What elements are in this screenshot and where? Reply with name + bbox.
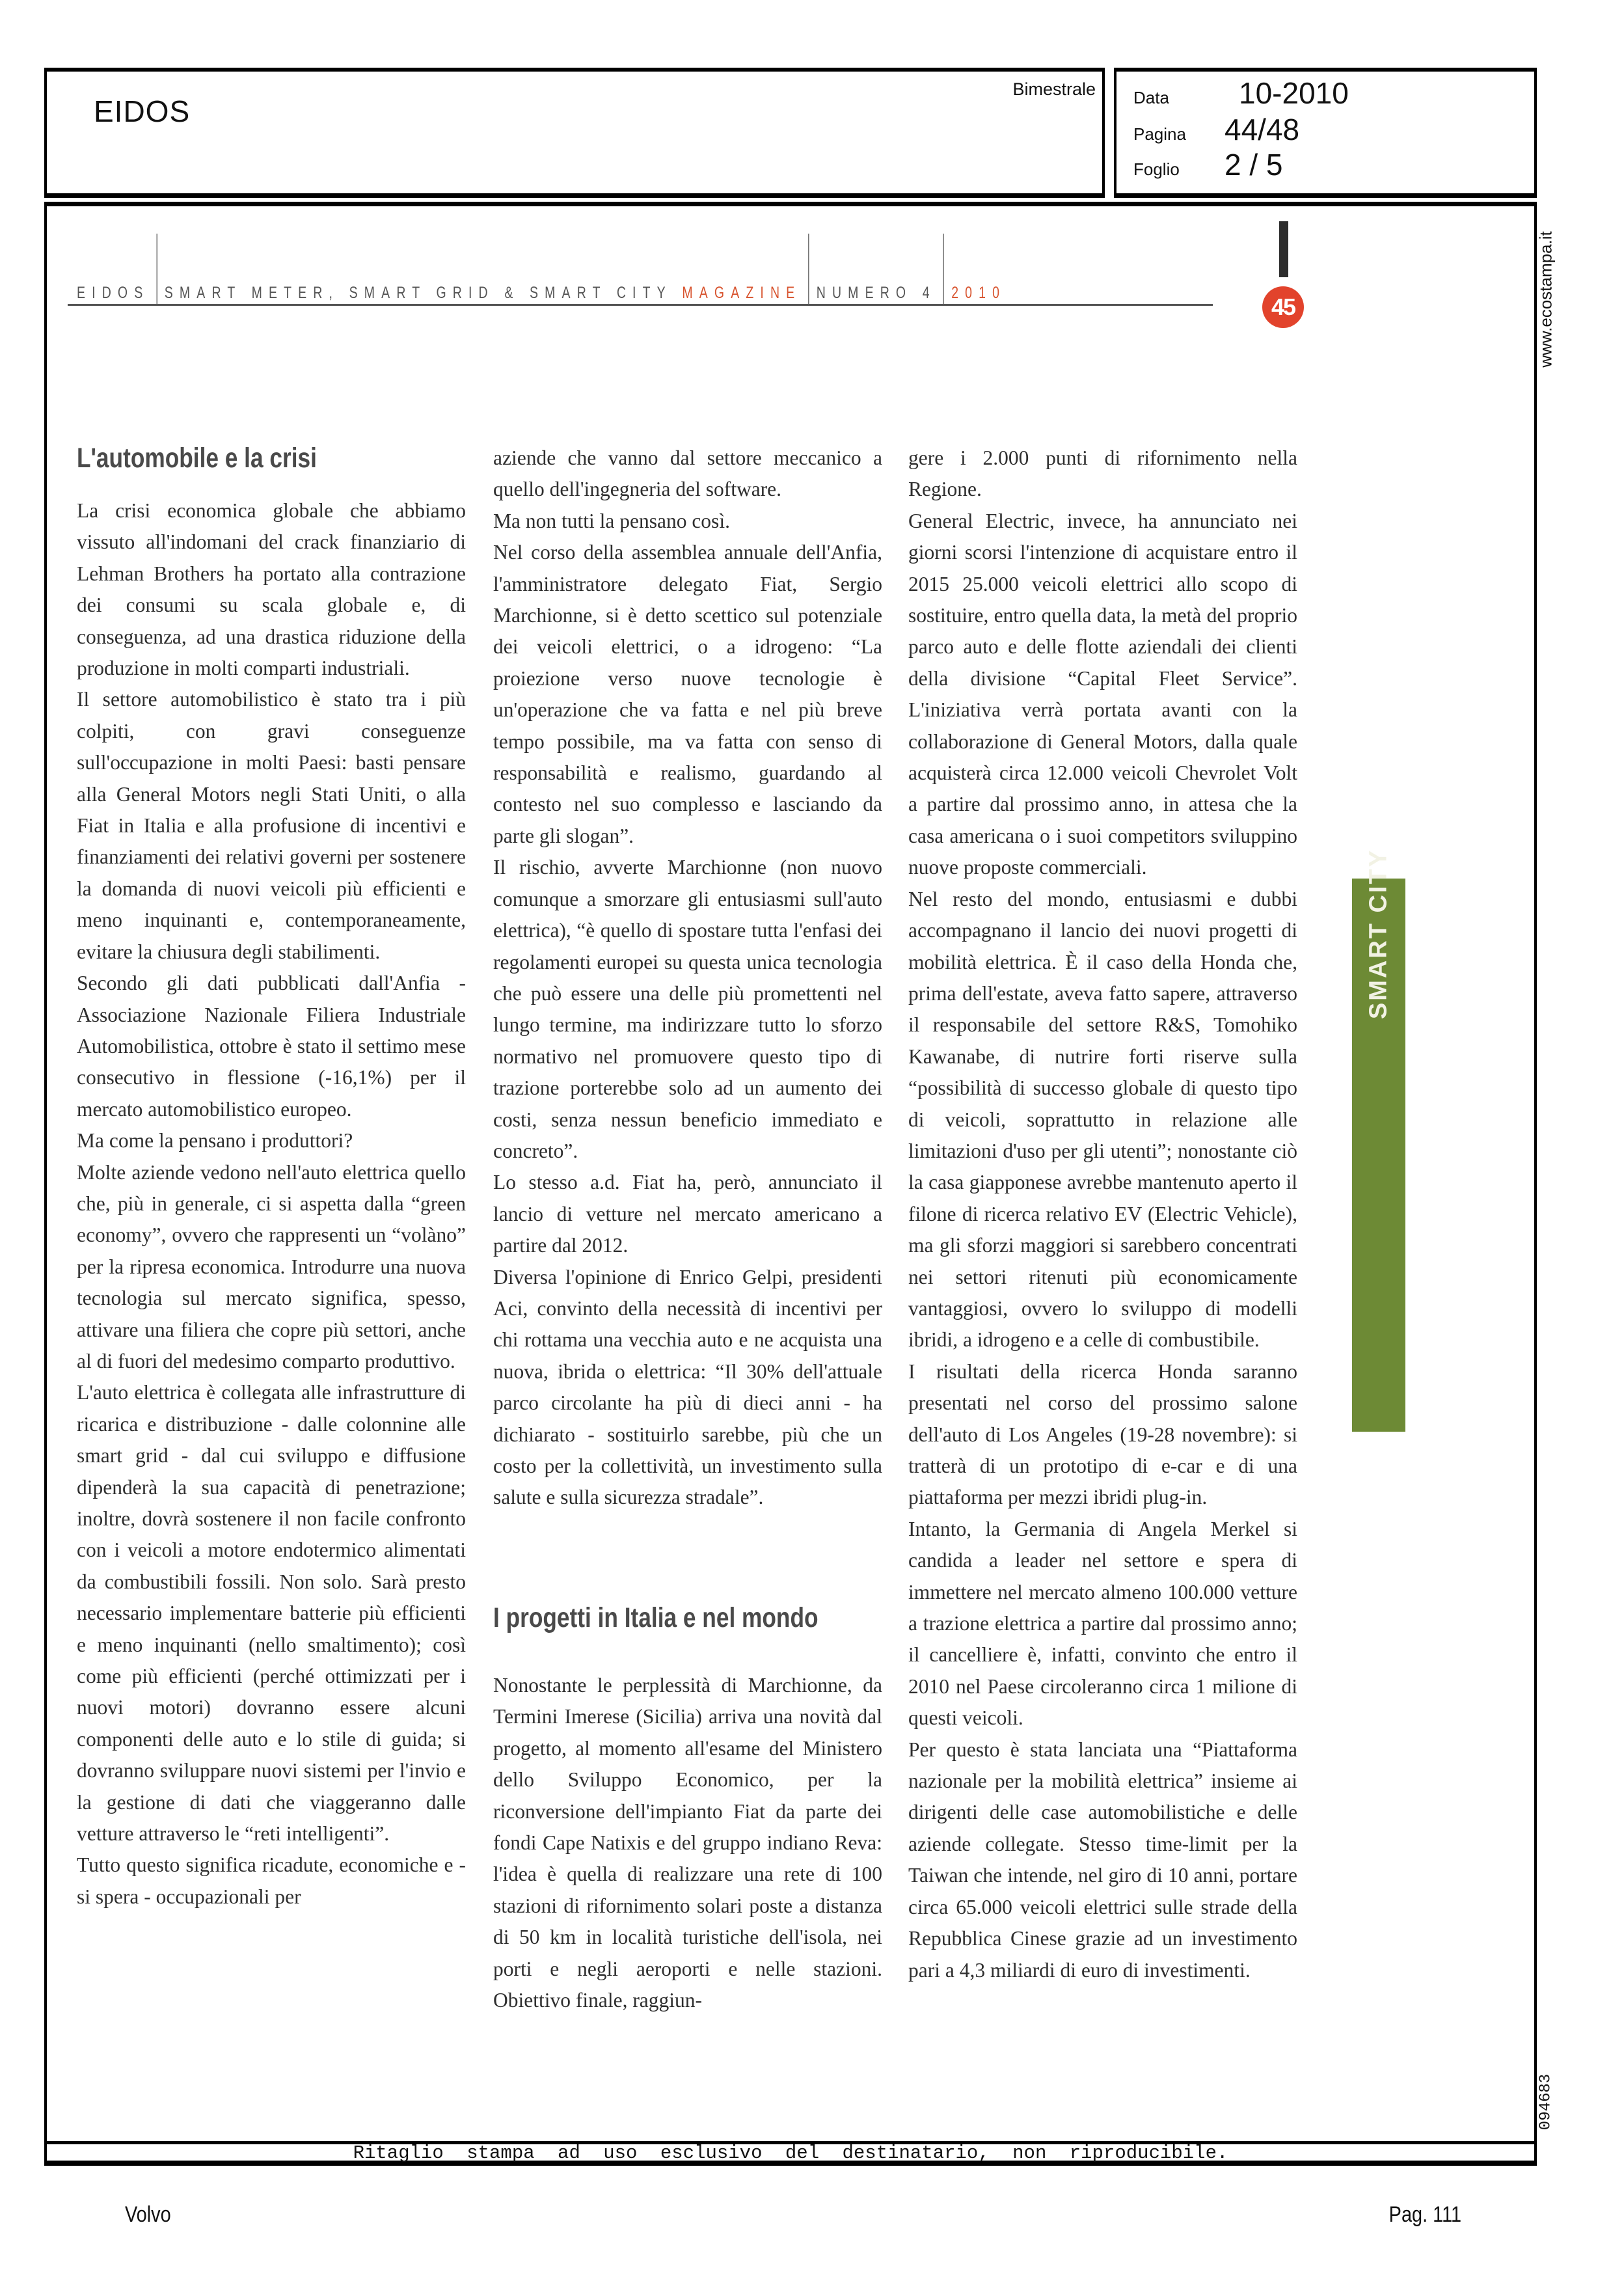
side-code-text: 094683 (1537, 2073, 1555, 2131)
paragraph: Nonostante le perplessità di Marchionne, da Termini Imerese (Sicilia) arriva una novità dal progetto, al momento all'esame del Ministero dello Sviluppo Economico, per la riconversione dell'impianto Fiat da parte dei fondi Cape Natixis e del gruppo indiano Reva: l'idea è quella di realizzare una rete di 100 stazioni di rifornimento solari poste a distanza di 50 km in località turistiche dell'isola, nei porti e negli aeroporti e nelle stazioni. Obiettivo finale, raggiun- (493, 1674, 882, 2012)
paragraph: Ma non tutti la pensano così. (493, 509, 730, 532)
section-heading-projects: I progetti in Italia e nel mondo (493, 1602, 819, 1633)
paragraph: L'auto elettrica è collegata alle infrastrutture di ricarica e distribuzione - dalle colonnine alle smart grid - dal cui sviluppo e diffusione dipenderà la sua capacità di penetrazione; inoltre, dovrà sostenere il non facile confronto con i veicoli a motore endotermico alimentati da combustibili fossili. Non solo. Sarà presto necessario implementare batterie più efficienti e meno inquinanti (nello smaltimento); così come più efficienti (perché ottimizzati per i nuovi motori) dovranno essere alcuni componenti delle auto e lo stile di guida; si dovranno sviluppare nuovi sistemi per l'invio e la gestione di dati che viaggeranno dalle vetture attraverso le “reti intelligenti”. (77, 1381, 466, 1846)
publication-name: EIDOS (94, 94, 191, 128)
page-marker-bar (1279, 221, 1288, 277)
paragraph: Il rischio, avverte Marchionne (non nuovo comunque a smorzare gli entusiasmi sull'auto elettrica), “è quello di spostare tutta l'enfasi dei regolamenti europei su questa unica tecnologia che può essere una delle più promettenti nel lungo termine, ma indirizzare tutto lo sforzo normativo nel promuovere questo tipo di trazione porterebbe solo ad un aumento dei costi, senza nessun beneficio immediato e concreto”. (493, 856, 882, 1162)
magazine-title-accent: MAGAZINE (682, 283, 802, 302)
magazine-title: SMART METER, SMART GRID & SMART CITY (164, 283, 672, 302)
paragraph: Il settore automobilistico è stato tra i più colpiti, con gravi conseguenze sull'occupazione in molti Paesi: basti pensare alla General Motors negli Stati Uniti, o alla Fiat in Italia e alla profusione di incentivi e finanziamenti dei relativi governi per sostenere la domanda di nuovi veicoli più efficienti e meno inquinanti e, contemporaneamente, evitare la chiusura degli stabilimenti. (77, 688, 466, 963)
paragraph: General Electric, invece, ha annunciato nei giorni scorsi l'intenzione di acquistare entro il 2015 25.000 veicoli elettrici allo scopo di sostituire, entro quella data, la metà del proprio parco auto e delle flotte aziendali dei clienti della divisione “Capital Fleet Service”. L'iniziativa verrà portata avanti con la collaborazione di General Motors, dalla quale acquisterà circa 12.000 veicoli Chevrolet Volt a partire dal prossimo anno, in attesa che la casa americana o i suoi competitors sviluppino nuove proposte commerciali. (908, 509, 1297, 879)
paragraph: Secondo gli dati pubblicati dall'Anfia - Associazione Nazionale Filiera Industriale Automobilistica, ottobre è stato il settimo mese consecutivo in flessione (-16,1%) per il mercato automobilistico europeo. (77, 972, 466, 1121)
header-separator (156, 234, 157, 305)
paragraph: Per questo è stata lanciata una “Piattaforma nazionale per la mobilità elettrica” insieme ai dirigenti delle case automobilistiche e delle aziende collegate. Stesso time-limit per la Taiwan che intende, nel giro di 10 anni, portare circa 65.000 veicoli elettrici sulle strade della Repubblica Cinese grazie ad un investimento pari a 4,3 miliardi di euro di investimenti. (908, 1738, 1297, 1982)
side-url-text: www.ecostampa.it (1536, 231, 1556, 368)
paragraph: Nel resto del mondo, entusiasmi e dubbi accompagnano il lancio dei nuovi progetti di mobilità elettrica. È il caso della Honda che, prima dell'estate, aveva fatto sapere, attraverso il responsabile del settore R&S, Tomohiko Kawanabe, di nutrire forti riserve sulla “possibilità di successo globale di questo tipo di veicoli, soprattutto in relazione alle limitazioni d'uso per gli utenti”; nonostante ciò la casa giapponese avrebbe mantenuto aperto il filone di ricerca relativo EV (Electric Vehicle), ma gli sforzi maggiori si sarebbero concentrati nei settori ritenuti più economicamente vantaggiosi, ovvero lo sviluppo di modelli ibridi, a idrogeno e a celle di combustibile. (908, 887, 1297, 1352)
magazine-year: 2010 (951, 283, 1007, 302)
side-code (1533, 2063, 1559, 2141)
header-separator (808, 234, 809, 305)
paragraph: I risultati della ricerca Honda saranno presentati nel corso del prossimo salone dell'auto di Los Angeles (19-28 novembre): si tratterà di un prototipo di e-car e di una piattaforma per mezzi ibridi plug-in. (908, 1359, 1297, 1509)
periodicity: Bimestrale (1012, 79, 1096, 99)
page-label: Pagina (1133, 124, 1186, 144)
paragraph: Tutto questo significa ricadute, economiche e - si spera - occupazionali per (77, 1853, 466, 1908)
paragraph: La crisi economica globale che abbiamo vissuto all'indomani del crack finanziario di Lehman Brothers ha portato alla contrazione dei consumi su scala globale e, di conseguenza, ad una drastica riduzione della produzione in molti comparti industriali. (77, 499, 466, 680)
sheet-value: 2 / 5 (1225, 148, 1283, 182)
article-column-3 (908, 443, 1297, 1986)
header-separator (943, 234, 945, 305)
paragraph: Nel corso della assemblea annuale dell'Anfia, l'amministratore delegato Fiat, Sergio Marchionne, si è detto scettico sul potenziale dei veicoli elettrici, o a idrogeno: “La proiezione verso nuove tecnologie è un'operazione che va fatta e nel più breve tempo possibile, ma va fatta con senso di responsabilità e realismo, guardando al contesto nel suo complesso e lasciando da parte gli slogan”. (493, 541, 882, 847)
magazine-brand: EIDOS (77, 283, 150, 302)
paragraph: Lo stesso a.d. Fiat ha, però, annunciato il lancio di vetture nel mercato americano a partire dal 2012. (493, 1171, 882, 1257)
paragraph: aziende che vanno dal settore meccanico a quello dell'ingegneria del software. (493, 446, 882, 501)
footer-client: Volvo (125, 2202, 171, 2227)
side-url (1533, 215, 1559, 384)
article-column-2 (493, 443, 882, 1514)
magazine-issue: NUMERO 4 (816, 283, 936, 302)
paragraph: Ma come la pensano i produttori? (77, 1129, 353, 1153)
date-label: Data (1133, 88, 1169, 107)
date-row (1133, 75, 1349, 111)
page-number-badge: 45 (1262, 286, 1304, 328)
section-heading-crisis: L'automobile e la crisi (77, 443, 317, 474)
sheet-label: Foglio (1133, 159, 1180, 179)
header-rule (68, 304, 1213, 306)
page-value: 44/48 (1225, 113, 1300, 146)
date-value: 10-2010 (1239, 76, 1349, 110)
section-tab-label: SMART CITY (1364, 848, 1392, 1020)
reproduction-notice: Ritaglio stampa ad uso esclusivo del destinatario, non riproducibile. (353, 2142, 1228, 2164)
footer-page-number: Pag. 111 (1388, 2202, 1461, 2227)
sheet-row (1133, 147, 1283, 182)
page-row (1133, 112, 1299, 147)
section-tab-smart-city (1352, 848, 1405, 1432)
paragraph: Intanto, la Germania di Angela Merkel si candida a leader nel settore e spera di immettere nel mercato almeno 100.000 vetture a trazione elettrica a partire dal prossimo anno; il cancelliere è, infatti, convinto che entro il 2010 nel Paese circoleranno circa 1 milione di questi veicoli. (908, 1517, 1297, 1730)
paragraph: gere i 2.000 punti di rifornimento nella Regione. (908, 446, 1297, 501)
paragraph: Molte aziende vedono nell'auto elettrica quello che, più in generale, ci si aspetta dalla “green economy”, ovvero che rappresenti un “volàno” per la ripresa economica. Introdurre una nuova tecnologia sul mercato significa, spesso, attivare una filiera che copre più settori, anche al di fuori del medesimo comparto produttivo. (77, 1160, 466, 1372)
article-column-1 (77, 495, 466, 1913)
clipping-header-publication (44, 68, 1105, 198)
article-column-2-continued (493, 1670, 882, 2016)
paragraph: Diversa l'opinione di Enrico Gelpi, presidenti Aci, convinto della necessità di incentivi per chi rottama una vecchia auto e ne acquista una nuova, ibrida o elettrica: “Il 30% dell'attuale parco circolante ha più di dieci anni - ha dichiarato - sostituirlo sarebbe, più che un costo per la collettività, un investimento sulla salute e sulla sicurezza stradale”. (493, 1265, 882, 1509)
clipping-header-meta (1114, 68, 1537, 198)
magazine-running-header (77, 280, 1006, 306)
